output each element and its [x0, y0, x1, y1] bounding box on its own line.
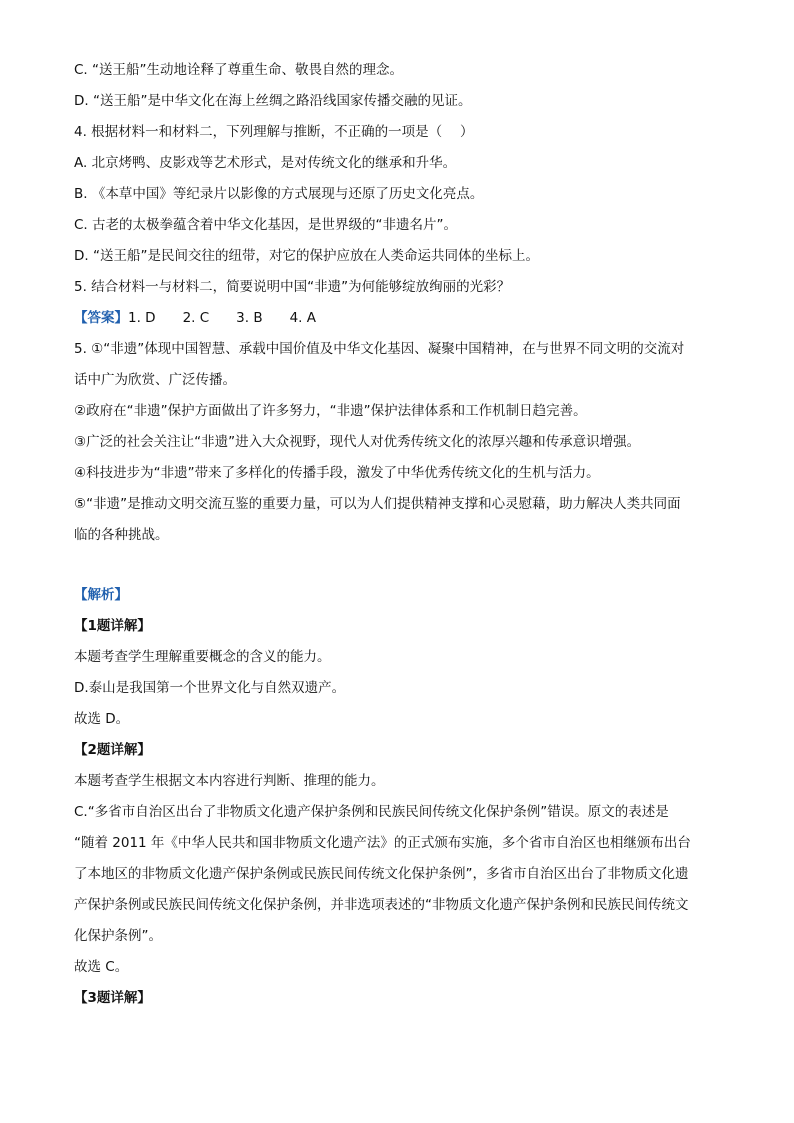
q2-line-7: 故选 C。: [74, 959, 129, 975]
question-4-option-c: C. 古老的太极拳蕴含着中华文化基因，是世界级的“非遗名片”。: [74, 217, 457, 233]
q2-line-3: “随着 2011 年《中华人民共和国非物质文化遗产法》的正式颁布实施，多个省市自治区也相继颁布出台: [74, 835, 691, 851]
answer-line: [74, 308, 734, 328]
q2-line-4: 了本地区的非物质文化遗产保护条例或民族民间传统文化保护条例”，多省市自治区出台了非物质文化遗: [74, 866, 689, 882]
answer-text: 1. D 2. C 3. B 4. A: [128, 310, 317, 326]
q1-heading: 【1题详解】: [74, 618, 151, 634]
answer-q5-line-1: 5. ①“非遗”体现中国智慧、承载中国价值及中华文化基因、凝聚中国精神，在与世界不同文明的交流对: [74, 341, 685, 357]
question-4-option-a: A. 北京烤鸭、皮影戏等艺术形式，是对传统文化的继承和升华。: [74, 155, 457, 171]
q1-line-3: 故选 D。: [74, 711, 130, 727]
answer-q5-point-5-cont: 临的各种挑战。: [74, 527, 169, 543]
q2-line-6: 化保护条例”。: [74, 928, 162, 944]
answer-q5-point-4: ④科技进步为“非遗”带来了多样化的传播手段，激发了中华优秀传统文化的生机与活力。: [74, 465, 600, 481]
question-4-option-b: B. 《本草中国》等纪录片以影像的方式展现与还原了历史文化亮点。: [74, 186, 484, 202]
analysis-tag: 【解析】: [74, 587, 128, 603]
answer-tag: 【答案】: [74, 310, 128, 326]
question-4-option-d: D. “送王船”是民间交往的纽带，对它的保护应放在人类命运共同体的坐标上。: [74, 248, 539, 264]
q3-heading: 【3题详解】: [74, 990, 151, 1006]
question-5-stem: 5. 结合材料一与材料二，简要说明中国“非遗”为何能够绽放绚丽的光彩？: [74, 279, 511, 295]
answer-q5-point-2: ②政府在“非遗”保护方面做出了许多努力，“非遗”保护法律体系和工作机制日趋完善。: [74, 403, 587, 419]
answer-q5-point-3: ③广泛的社会关注让“非遗”进入大众视野，现代人对优秀传统文化的浓厚兴趣和传承意识增强。: [74, 434, 641, 450]
q2-line-5: 产保护条例或民族民间传统文化保护条例，并非选项表述的“非物质文化遗产保护条例和民族民间传统文: [74, 897, 689, 913]
q2-line-2: C.“多省市自治区出台了非物质文化遗产保护条例和民族民间传统文化保护条例”错误。原文的表述是: [74, 804, 669, 820]
answer-q5-line-2: 话中广为欣赏、广泛传播。: [74, 372, 236, 388]
q2-line-1: 本题考查学生根据文本内容进行判断、推理的能力。: [74, 773, 385, 789]
answer-q5-point-5: ⑤“非遗”是推动文明交流互鉴的重要力量，可以为人们提供精神支撑和心灵慰藉，助力解决人类共同面: [74, 496, 681, 512]
question-4-stem: 4. 根据材料一和材料二，下列理解与推断，不正确的一项是（ ）: [74, 124, 474, 140]
document-page: [74, 60, 734, 1008]
q1-line-2: D.泰山是我国第一个世界文化与自然双遗产。: [74, 680, 346, 696]
q2-heading: 【2题详解】: [74, 742, 151, 758]
q1-line-1: 本题考查学生理解重要概念的含义的能力。: [74, 649, 331, 665]
option-c: C. “送王船”生动地诠释了尊重生命、敬畏自然的理念。: [74, 62, 403, 78]
option-d: D. “送王船”是中华文化在海上丝绸之路沿线国家传播交融的见证。: [74, 93, 472, 109]
